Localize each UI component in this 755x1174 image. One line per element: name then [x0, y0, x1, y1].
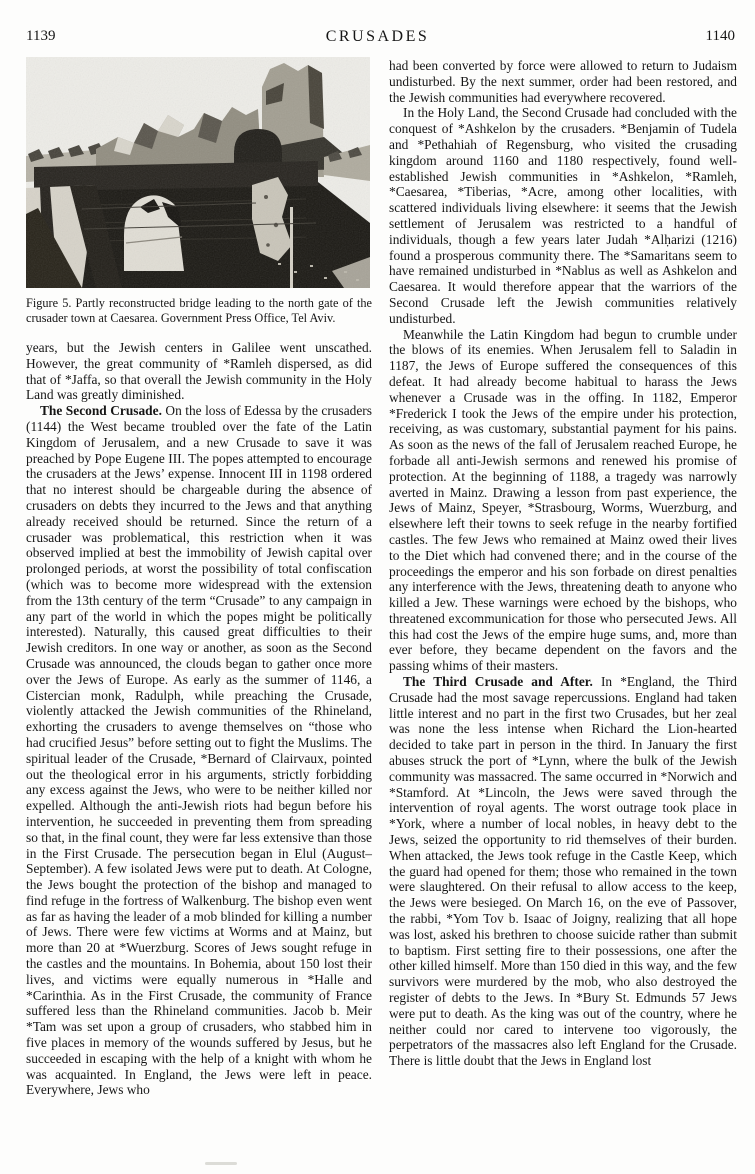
figure-caption: Figure 5. Partly reconstructed bridge leading to the north gate of the crusader town at Caesarea. Government Press Office, Tel Aviv. — [26, 296, 372, 325]
right-column-text — [389, 58, 737, 1069]
paragraph — [389, 327, 737, 675]
paragraph — [389, 105, 737, 326]
page-number-left: 1139 — [26, 28, 56, 44]
left-column — [26, 57, 372, 1098]
paragraph — [389, 58, 737, 105]
scan-smudge-artifact — [205, 1162, 237, 1165]
paragraph-third-crusade — [389, 674, 737, 1069]
section-heading-third-crusade: The Third Crusade and After. — [403, 674, 593, 690]
paragraph-text: In the Holy Land, the Second Crusade had concluded with the conquest of *Ashkelon by the crusaders. *Benjamin of Tudela and *Pethahiah of Regensburg, who visited the crusading kingdom around 1160 and 1180 respectively, found well-established Jewish communities in *Ashkelon, *Ramleh, *Caesarea, *Tiberias, *Acre, among other localities, with scattered individuals living elsewhere: it seems that the Jewish settlement of Jerusalem was restricted to a handful of individuals, though a few years later Judah *Alḥarizi (1216) found a prosperous community there. The *Samaritans seem to have remained undisturbed in *Nablus as well as Ashkelon and Caesarea. It would therefore appear that the warriors of the Second Crusade left the Jewish communities relatively undisturbed. — [389, 105, 737, 326]
right-column — [389, 58, 737, 1069]
page-number-right: 1140 — [705, 28, 735, 44]
bridge-ruins-photo — [26, 57, 370, 288]
page-header — [0, 28, 755, 50]
section-heading-second-crusade: The Second Crusade. — [40, 403, 162, 419]
article-title: CRUSADES — [325, 28, 430, 45]
paragraph-second-crusade — [26, 403, 372, 1098]
paragraph — [26, 340, 372, 403]
paragraph-text: On the loss of Edessa by the crusaders (1144) the West became troubled over the fate of the Latin Kingdom of Jerusalem, and a new Crusade to save it was preached by Pope Eugene III. The popes attempted to encourage the crusaders at the Jews’ expense. Innocent III in 1198 ordered that no interest should be chargeable during the absence of crusaders on debts they incurred to the Jews and that anything already received should be returned. Since the return of a crusader was problematical, this restriction when it was observed implied at best the immobility of Jewish capital over prolonged periods, at worst the possibility of total confiscation (which was to become more widespread with the extension from the 13th century of the term “Crusade” to any campaign in any part of the world in which the popes might be politically interested). Naturally, this caused great difficulties to their Jewish creditors. In one way or another, as soon as the Second Crusade was announced, the clouds began to gather once more over the Jews of Europe. As early as the summer of 1146, a Cistercian monk, Radulph, while preaching the Crusade, violently attacked the Jewish communities of the Rhineland, exhorting the crusaders to avenge themselves on “those who had crucified Jesus” before setting out to fight the Muslims. The spiritual leader of the Crusade, *Bernard of Clairvaux, pointed out the theological error in his arguments, strictly forbidding any excess against the Jews, who were to be neither killed nor expelled. Although the anti-Jewish riots had begun before his intervention, he succeeded in preventing them from spreading so that, in the final count, they were far less extensive than those in the First Crusade. The persecution began in Elul (August–September). A few isolated Jews were put to death. At Cologne, the Jews bought the protection of the bishop and managed to find refuge in the fortress of Walkenburg. The bishop even went as far as having the leader of a mob blinded for killing a number of Jews. There were few victims at Worms and at Mainz, but more than 20 at *Wuerzburg. Scores of Jews sought refuge in the castles and the mountains. In Bohemia, about 150 lost their lives, and victims were equally numerous in *Halle and *Carinthia. As in the First Crusade, the community of France suffered less than the Rhineland communities. Jacob b. Meir *Tam was set upon a group of crusaders, who stabbed him in five places in memory of the wounds suffered by Jesus, but he succeeded in escaping with the help of a knight with whom he was acquainted. In England, the Jews were left in peace. Everywhere, Jews who — [26, 403, 372, 1098]
paragraph-text: had been converted by force were allowed to return to Judaism undisturbed. By the next summer, order had been restored, and the Jewish communities had everywhere recovered. — [389, 58, 737, 105]
paragraph-text: Meanwhile the Latin Kingdom had begun to crumble under the blows of its enemies. When Jerusalem fell to Saladin in 1187, the Jews of Europe suffered the consequences of this defeat. It had already become habitual to harass the Jews whenever a Crusade was in the offing. In 1182, Emperor *Frederick I took the Jews of the empire under his protection, receiving, as was customary, substantial payment for his pains. As soon as the news of the fall of Jerusalem reached Europe, he forbade all anti-Jewish sermons and renewed his promise of protection. At the beginning of 1188, a tragedy was narrowly averted in Mainz. Drawing a lesson from past experience, the Jews of Mainz, Speyer, *Strasbourg, Worms, Wuerzburg, and elsewhere left their towns to seek refuge in the nearby fortified castles. The few Jews who remained at Mainz owed their lives to the Diet which had convened there; and in the course of the proceedings the emperor and his son forbade on direst penalties any interference with the Jews, threatening death to anyone who killed a Jew. These warnings were echoed by the bishops, who threatened excommunication for those who persecuted Jews. All this had cost the Jews of the empire huge sums, and, more than ever before, they became dependent on the favors and the passing whims of their masters. — [389, 326, 737, 674]
left-column-text — [26, 340, 372, 1098]
paragraph-text: years, but the Jewish centers in Galilee went unscathed. However, the great community of *Ramleh dispersed, as did that of *Jaffa, so that overall the Jewish community in the Holy Land was greatly diminished. — [26, 340, 372, 403]
photo-grain-overlay — [26, 57, 370, 288]
paragraph-text: In *England, the Third Crusade had the most savage repercussions. England had taken little interest and no part in the first two Crusades, but her zeal was none the less intense when Richard the Lion-hearted decided to take part in person in the third. In January the first abuses struck the port of *Lynn, where the bulk of the Jewish community was massacred. The same occurred in *Norwich and *Stamford. At *Lincoln, the Jews were saved through the intervention of royal agents. The worst outrage took place in *York, where a number of local nobles, in heavy debt to the Jews, seized the opportunity to rid themselves of their burden. When attacked, the Jews took refuge in the Castle Keep, which the guard had opened for them; those who remained in the town were slaughtered. On their refusal to allow access to the keep, the Jews were besieged. On March 16, on the eve of Passover, the rabbi, *Yom Tov b. Isaac of Joigny, realizing that all hope was lost, asked his brethren to choose suicide rather than submit to baptism. First setting fire to their possessions, one after the other killed himself. More than 150 died in this way, and the few survivors were murdered by the mob, who also destroyed the register of debts to the Jews. In *Bury St. Edmunds 57 Jews were put to death. As the king was out of the country, where he neither could nor cared to intervene too vigorously, the perpetrators of the massacres also left England for the Crusade. There is little doubt that the Jews in England lost — [389, 674, 738, 1069]
